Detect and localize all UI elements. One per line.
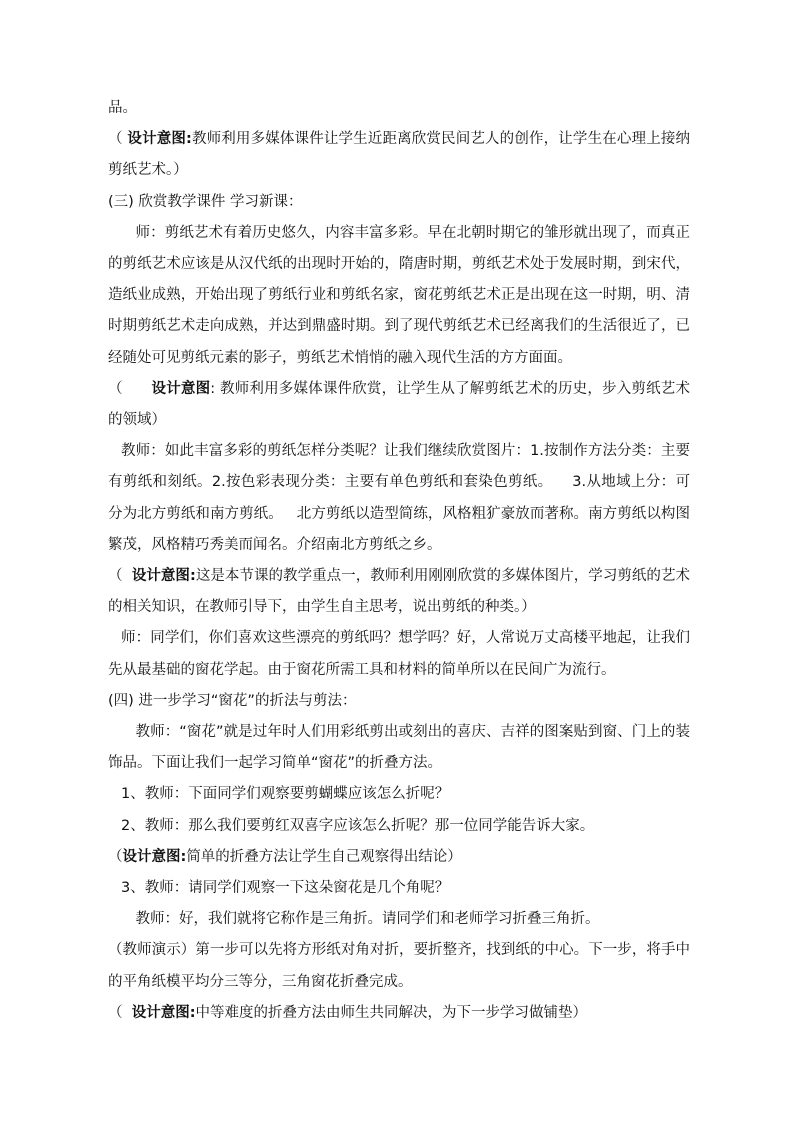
paren-open: （ (108, 380, 152, 397)
paren-open: （ (108, 131, 128, 148)
design-intent-text: 教师利用多媒体课件让学生近距离欣赏民间艺人的创作，让学生在心理上接纳剪纸艺术。） (108, 131, 690, 179)
paren-open: （ (108, 848, 123, 865)
teacher-paragraph-history (108, 218, 690, 374)
list-item (108, 873, 690, 904)
design-intent-paragraph (108, 374, 690, 436)
paren-open: （ (108, 1004, 132, 1021)
teacher-paragraph-window-flower (108, 717, 690, 779)
list-item (108, 811, 690, 842)
paragraph-text: 师：同学们，你们喜欢这些漂亮的剪纸吗？想学吗？好，人常说万丈高楼平地起，让我们先从最基础的窗花学起。由于窗花所需工具和材料的简单所以在民间广为流行。 (108, 630, 690, 678)
design-intent-text: 这是本节课的教学重点一，教师利用刚刚欣赏的多媒体图片，学习剪纸的艺术的相关知识，在教师引导下，由学生自主思考，说出剪纸的种类。） (108, 568, 690, 616)
document-page (108, 93, 690, 1029)
list-item-text: 3、教师：请同学们观察一下这朵窗花是几个角呢？ (121, 880, 450, 897)
teacher-paragraph-intro (108, 623, 690, 685)
section-heading-4 (108, 686, 690, 717)
design-intent-paragraph (108, 842, 690, 873)
design-intent-label: 设计意图: (122, 848, 187, 865)
paragraph-text: 教师：如此丰富多彩的剪纸怎样分类呢？让我们继续欣赏图片：1.按制作方法分类：主要有剪纸和刻纸。2.按色彩表现分类：主要有单色剪纸和套染色剪纸。 3.从地域上分：可分为北方剪纸和南方剪纸。 北方剪纸以造型简练，风格粗犷豪放而著称。南方剪纸以构图繁茂，风格精巧秀美而闻名。介绍南北方剪纸之乡。 (108, 443, 690, 553)
section-heading-3 (108, 187, 690, 218)
design-intent-label: 设计意图 (151, 380, 211, 397)
design-intent-label: 设计意图: (127, 131, 192, 148)
section-heading-text: (三) 欣赏教学课件 学习新课： (108, 193, 303, 210)
list-item (108, 779, 690, 810)
paragraph-text: 品。 (108, 100, 137, 116)
paragraph-text: 教师：“窗花”就是过年时人们用彩纸剪出或刻出的喜庆、吉祥的图案贴到窗、门上的装饰品。下面让我们一起学习简单“窗花”的折叠方法。 (108, 724, 690, 772)
paragraph-text: 教师：好，我们就将它称作是三角折。请同学们和老师学习折叠三角折。 (135, 911, 600, 928)
teacher-paragraph-triangle (108, 904, 690, 935)
paragraph-fragment (108, 93, 690, 124)
section-heading-text: (四) 进一步学习“窗花”的折法与剪法： (108, 692, 357, 709)
teacher-paragraph-classification (108, 436, 690, 561)
list-item-text: 2、教师：那么我们要剪红双喜字应该怎么折呢？那一位同学能告诉大家。 (121, 817, 595, 834)
design-intent-label: 设计意图: (131, 1004, 196, 1021)
design-intent-text: : 教师利用多媒体课件欣赏，让学生从了解剪纸艺术的历史，步入剪纸艺术的领域） (108, 380, 690, 429)
list-item-text: 1、教师：下面同学们观察要剪蝴蝶应该怎么折呢？ (121, 786, 450, 803)
paragraph-text: 师：剪纸艺术有着历史悠久，内容丰富多彩。早在北朝时期它的雏形就出现了，而真正的剪纸艺术应该是从汉代纸的出现时开始的，隋唐时期，剪纸艺术处于发展时期，到宋代，造纸业成熟，开始出现了剪纸行业和剪纸名家，窗花剪纸艺术正是出现在这一时期，明、清时期剪纸艺术走向成熟，并达到鼎盛时期。到了现代剪纸艺术已经离我们的生活很近了，已经随处可见剪纸元素的影子，剪纸艺术悄悄的融入现代生活的方方面面。 (108, 224, 690, 366)
design-intent-label: 设计意图: (131, 568, 196, 585)
design-intent-paragraph (108, 124, 690, 186)
design-intent-paragraph (108, 561, 690, 623)
design-intent-text: 中等难度的折叠方法由师生共同解决，为下一步学习做铺垫） (195, 1004, 588, 1021)
demo-paragraph (108, 935, 690, 997)
design-intent-text: 简单的折叠方法让学生自己观察得出结论） (186, 848, 462, 865)
paren-open: （ (108, 568, 132, 585)
design-intent-paragraph (108, 998, 690, 1029)
paragraph-text: （教师演示）第一步可以先将方形纸对角对折，要折整齐，找到纸的中心。下一步，将手中的平角纸模平均分三等分，三角窗花折叠完成。 (108, 942, 690, 990)
